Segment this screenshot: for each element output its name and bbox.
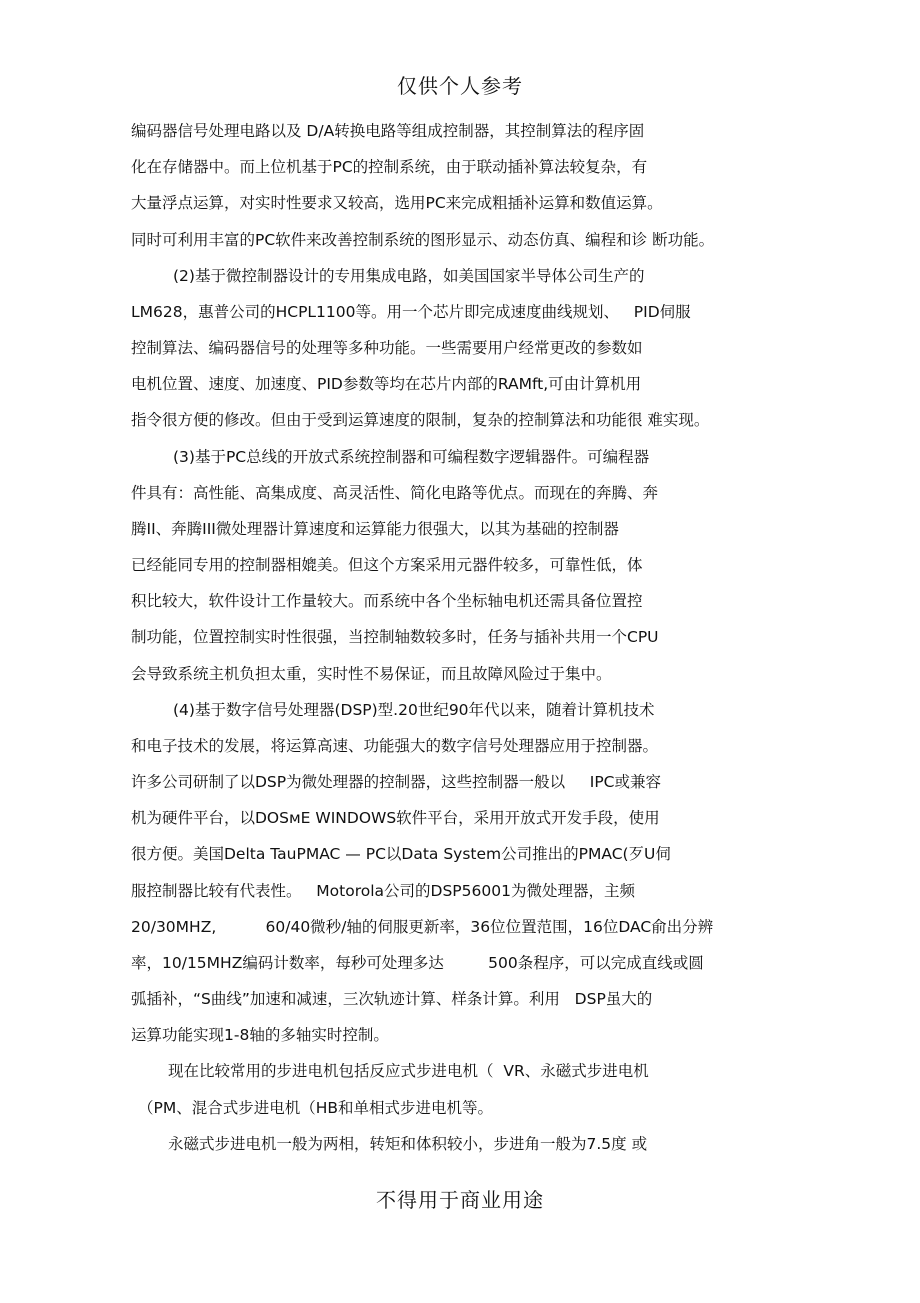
text-line: 服控制器比较有代表性。 Motorola公司的DSP56001为微处理器，主频 <box>131 882 635 900</box>
text-line: 会导致系统主机负担太重，实时性不易保证，而且故障风险过于集中。 <box>131 665 612 683</box>
text-line: 化在存储器中。而上位机基于PC的控制系统，由于联动插补算法较复杂，有 <box>131 158 648 176</box>
text-line: 弧插补，“S曲线”加速和减速，三次轨迹计算、样条计算。利用 DSP虽大的 <box>131 990 653 1008</box>
text-line: 运算功能实现1-8轴的多轴实时控制。 <box>131 1026 389 1044</box>
text-line: 许多公司研制了以DSP为微处理器的控制器，这些控制器一般以 IPC或兼容 <box>131 773 661 791</box>
text-line: (4)基于数字信号处理器(DSP)型.20世纪90年代以来，随着计算机技术 <box>173 701 655 719</box>
text-line: 大量浮点运算，对实时性要求又较高，选用PC来完成粗插补运算和数值运算。 <box>131 194 663 212</box>
text-line: 电机位置、速度、加速度、PID参数等均在芯片内部的RAMft,可由计算机用 <box>131 375 642 393</box>
text-line: （PM、混合式步进电机（HB和单相式步进电机等。 <box>138 1099 494 1117</box>
text-line: 积比较大，软件设计工作量较大。而系统中各个坐标轴电机还需具备位置控 <box>131 592 643 610</box>
text-line: (2)基于微控制器设计的专用集成电路，如美国国家半导体公司生产的 <box>173 267 645 285</box>
text-line: 制功能，位置控制实时性很强，当控制轴数较多时，任务与插补共用一个CPU <box>131 628 659 646</box>
text-line: 很方便。美国Delta TauPMAC — PC以Data System公司推出的PMAC(歹U伺 <box>131 845 671 863</box>
text-line: LM628，惠普公司的HCPL1100等。用一个芯片即完成速度曲线规划、 PID伺服 <box>131 303 691 321</box>
text-line: (3)基于PC总线的开放式系统控制器和可编程数字逻辑器件。可编程器 <box>173 448 650 466</box>
text-line: 指令很方便的修改。但由于受到运算速度的限制，复杂的控制算法和功能很 难实现。 <box>131 411 710 429</box>
text-line: 20/30MHZ, 60/40微秒/轴的伺服更新率，36位位置范围，16位DAC俞出分辨 <box>131 918 714 936</box>
text-line: 同时可利用丰富的PC软件来改善控制系统的图形显示、动态仿真、编程和诊 断功能。 <box>131 231 715 249</box>
page-footer: 不得用于商业用途 <box>376 1188 544 1212</box>
text-line: 率，10/15MHZ编码计数率，每秒可处理多达 500条程序，可以完成直线或圆 <box>131 954 704 972</box>
text-line: 现在比较常用的步进电机包括反应式步进电机（ VR、永磁式步进电机 <box>168 1062 649 1080</box>
text-line: 件具有：高性能、高集成度、高灵活性、简化电路等优点。而现在的奔腾、奔 <box>131 484 659 502</box>
page-header: 仅供个人参考 <box>397 74 523 98</box>
text-line: 和电子技术的发展，将运算高速、功能强大的数字信号处理器应用于控制器。 <box>131 737 659 755</box>
text-line: 永磁式步进电机一般为两相，转矩和体积较小，步进角一般为7.5度 或 <box>168 1135 648 1153</box>
text-line: 腾II、奔腾III微处理器计算速度和运算能力很强大，以其为基础的控制器 <box>131 520 619 538</box>
text-line: 控制算法、编码器信号的处理等多种功能。一些需要用户经常更改的参数如 <box>131 339 643 357</box>
text-line: 已经能同专用的控制器相媲美。但这个方案采用元器件较多，可靠性低，体 <box>131 556 643 574</box>
text-line: 机为硬件平台，以DOSмE WINDOWS软件平台，采用开放式开发手段，使用 <box>131 809 660 827</box>
text-line: 编码器信号处理电路以及 D/A转换电路等组成控制器，其控制算法的程序固 <box>131 122 645 140</box>
